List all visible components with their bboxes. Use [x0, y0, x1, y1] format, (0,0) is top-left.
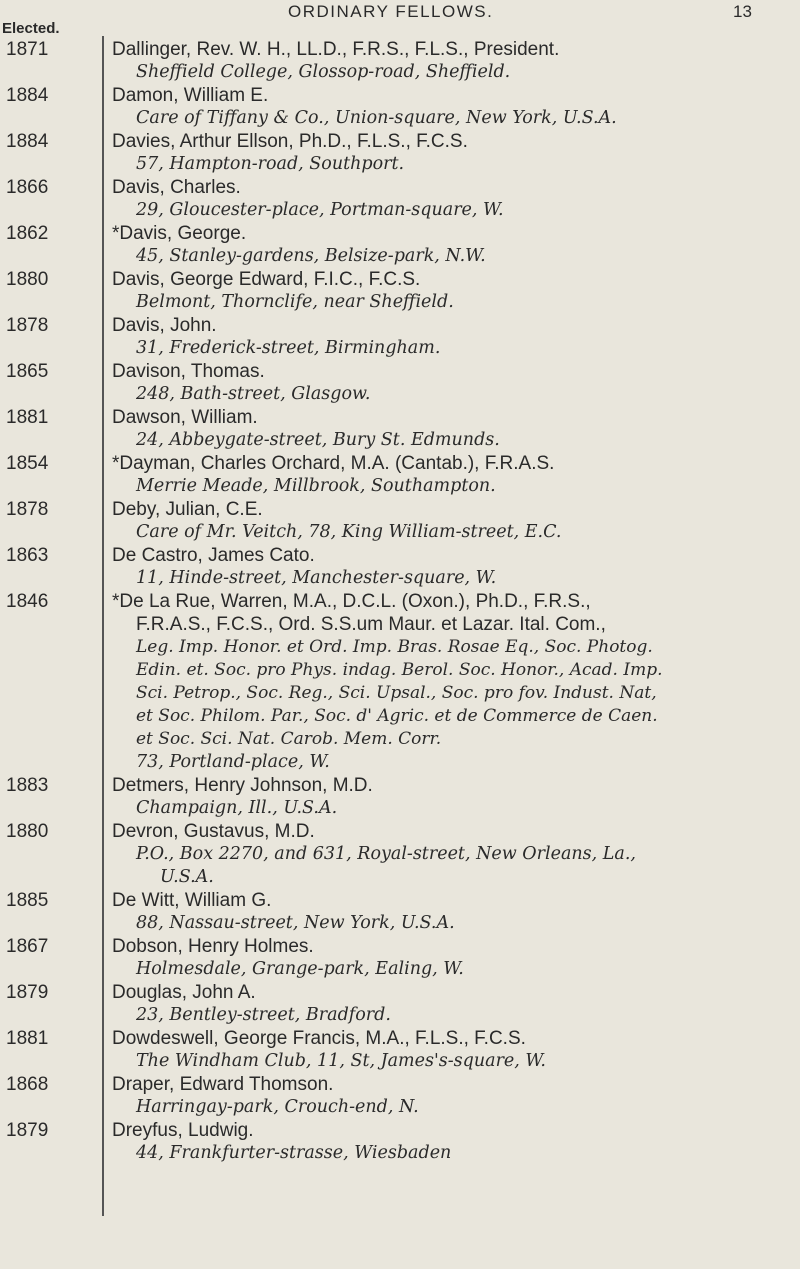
entry-year: 1878	[6, 499, 49, 520]
entry-address: 29, Gloucester-place, Portman-square, W.	[136, 200, 504, 220]
entry-year: 1868	[6, 1074, 49, 1095]
entry-address: Care of Tiffany & Co., Union-square, New York, U.S.A.	[136, 108, 617, 128]
page-header	[0, 0, 800, 40]
entry-name: De Castro, James Cato.	[112, 545, 315, 566]
entry-address: Merrie Meade, Millbrook, Southampton.	[136, 476, 496, 496]
entry-year: 1879	[6, 982, 49, 1003]
entry-name-continuation: F.R.A.S., F.C.S., Ord. S.S.um Maur. et Lazar. Ital. Com.,	[136, 614, 606, 635]
entry-name: Davis, Charles.	[112, 177, 241, 198]
entry-year: 1885	[6, 890, 49, 911]
entry-address: Belmont, Thornclife, near Sheffield.	[136, 292, 454, 312]
entry-year: 1881	[6, 407, 49, 428]
list-item	[0, 38, 800, 84]
entry-address: Sheffield College, Glossop-road, Sheffield.	[136, 62, 511, 82]
entry-year: 1871	[6, 39, 49, 60]
entry-year: 1854	[6, 453, 49, 474]
list-item	[0, 314, 800, 360]
fellows-list	[0, 38, 800, 1165]
list-item	[0, 406, 800, 452]
running-title: ORDINARY FELLOWS.	[288, 2, 494, 21]
entry-address: The Windham Club, 11, St, James's-square, W.	[136, 1051, 546, 1071]
entry-address: 248, Bath-street, Glasgow.	[136, 384, 371, 404]
honours-line: Sci. Petrop., Soc. Reg., Sci. Upsal., Soc. pro fov. Indust. Nat,	[136, 683, 657, 703]
entry-address: 44, Frankfurter-strasse, Wiesbaden	[136, 1143, 452, 1163]
page-number: 13	[733, 2, 752, 21]
entry-address: 31, Frederick-street, Birmingham.	[136, 338, 441, 358]
entry-year: 1880	[6, 269, 49, 290]
entry-address: 24, Abbeygate-street, Bury St. Edmunds.	[136, 430, 500, 450]
list-item	[0, 590, 800, 774]
entry-year: 1866	[6, 177, 49, 198]
list-item	[0, 935, 800, 981]
honours-line: et Soc. Philom. Par., Soc. d' Agric. et de Commerce de Caen.	[136, 706, 658, 726]
entry-address: 57, Hampton-road, Southport.	[136, 154, 405, 174]
list-item	[0, 452, 800, 498]
entry-address: P.O., Box 2270, and 631, Royal-street, New Orleans, La.,	[136, 844, 636, 864]
entry-year: 1883	[6, 775, 49, 796]
entry-year: 1879	[6, 1120, 49, 1141]
entry-address: 88, Nassau-street, New York, U.S.A.	[136, 913, 455, 933]
list-item	[0, 981, 800, 1027]
list-item	[0, 1027, 800, 1073]
entry-year: 1880	[6, 821, 49, 842]
entry-name: Dreyfus, Ludwig.	[112, 1120, 254, 1141]
entry-address-continuation: U.S.A.	[160, 867, 214, 887]
entry-name: Dawson, William.	[112, 407, 258, 428]
list-item	[0, 130, 800, 176]
entry-name: *Davis, George.	[112, 223, 247, 244]
entry-name: Davis, John.	[112, 315, 217, 336]
entry-name: *Dayman, Charles Orchard, M.A. (Cantab.), F.R.A.S.	[112, 453, 555, 474]
entry-name: Davies, Arthur Ellson, Ph.D., F.L.S., F.C.S.	[112, 131, 468, 152]
entry-address: 73, Portland-place, W.	[136, 752, 330, 772]
honours-line: Edin. et. Soc. pro Phys. indag. Berol. Soc. Honor., Acad. Imp.	[136, 660, 663, 680]
entry-address: Holmesdale, Grange-park, Ealing, W.	[136, 959, 464, 979]
entry-address: 11, Hinde-street, Manchester-square, W.	[136, 568, 497, 588]
entry-year: 1863	[6, 545, 49, 566]
list-item	[0, 222, 800, 268]
entry-name: Dallinger, Rev. W. H., LL.D., F.R.S., F.L.S., President.	[112, 39, 560, 60]
entry-name: Dobson, Henry Holmes.	[112, 936, 314, 957]
entry-name: Dowdeswell, George Francis, M.A., F.L.S., F.C.S.	[112, 1028, 526, 1049]
list-item	[0, 268, 800, 314]
entry-name: Douglas, John A.	[112, 982, 256, 1003]
list-item	[0, 1073, 800, 1119]
list-item	[0, 889, 800, 935]
entry-name: Detmers, Henry Johnson, M.D.	[112, 775, 373, 796]
entry-year: 1881	[6, 1028, 49, 1049]
list-item	[0, 1119, 800, 1165]
entry-year: 1865	[6, 361, 49, 382]
entry-address: 45, Stanley-gardens, Belsize-park, N.W.	[136, 246, 486, 266]
entry-name: Davison, Thomas.	[112, 361, 265, 382]
entry-year: 1878	[6, 315, 49, 336]
entry-year: 1862	[6, 223, 49, 244]
list-item	[0, 360, 800, 406]
entry-name: Damon, William E.	[112, 85, 269, 106]
entry-year: 1846	[6, 591, 49, 612]
entry-name: Davis, George Edward, F.I.C., F.C.S.	[112, 269, 421, 290]
entry-year: 1867	[6, 936, 49, 957]
entry-honours	[136, 636, 772, 751]
entry-name: Draper, Edward Thomson.	[112, 1074, 334, 1095]
entry-year: 1884	[6, 131, 49, 152]
honours-line: Leg. Imp. Honor. et Ord. Imp. Bras. Rosae Eq., Soc. Photog.	[136, 637, 653, 657]
entry-address: 23, Bentley-street, Bradford.	[136, 1005, 391, 1025]
entry-name: Deby, Julian, C.E.	[112, 499, 263, 520]
list-item	[0, 498, 800, 544]
entry-name: Devron, Gustavus, M.D.	[112, 821, 315, 842]
elected-column-label: Elected.	[2, 20, 60, 37]
entry-address: Champaign, Ill., U.S.A.	[136, 798, 338, 818]
honours-line: et Soc. Sci. Nat. Carob. Mem. Corr.	[136, 729, 442, 749]
list-item	[0, 176, 800, 222]
list-item	[0, 820, 800, 889]
entry-name: De Witt, William G.	[112, 890, 272, 911]
entry-address: Harringay-park, Crouch-end, N.	[136, 1097, 419, 1117]
entry-year: 1884	[6, 85, 49, 106]
entry-address: Care of Mr. Veitch, 78, King William-street, E.C.	[136, 522, 562, 542]
entry-name: *De La Rue, Warren, M.A., D.C.L. (Oxon.), Ph.D., F.R.S.,	[112, 591, 591, 612]
list-item	[0, 774, 800, 820]
list-item	[0, 544, 800, 590]
list-item	[0, 84, 800, 130]
